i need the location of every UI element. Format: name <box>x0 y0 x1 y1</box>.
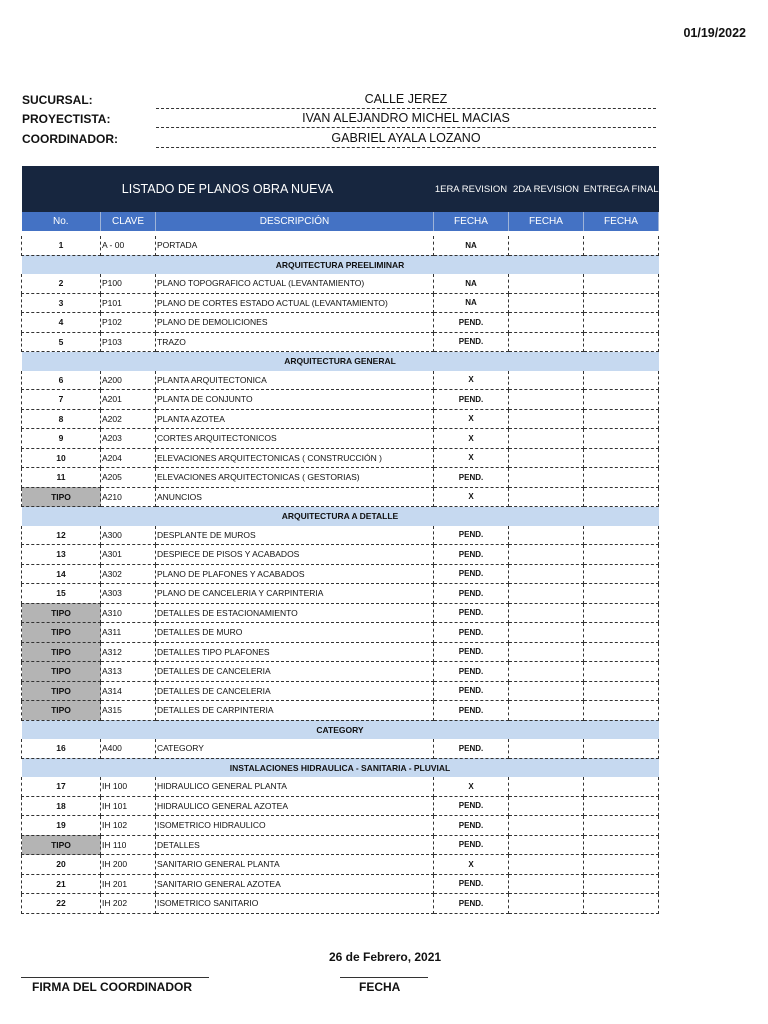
row-number: TIPO <box>22 701 101 721</box>
row-descripcion: TRAZO <box>156 332 434 352</box>
row-rev1-status: NA <box>434 274 509 293</box>
table-row <box>22 390 659 410</box>
row-number: TIPO <box>22 835 101 855</box>
table-row <box>22 623 659 643</box>
row-rev1-status: X <box>434 409 509 429</box>
table-row <box>22 855 659 875</box>
row-clave: IH 110 <box>101 835 156 855</box>
signature-label: FIRMA DEL COORDINADOR <box>32 980 192 994</box>
row-descripcion: PLANO DE PLAFONES Y ACABADOS <box>156 564 434 584</box>
row-final-status <box>584 332 659 352</box>
header-label: COORDINADOR: <box>22 132 118 146</box>
row-rev1-status: X <box>434 429 509 449</box>
row-clave: IH 100 <box>101 777 156 796</box>
row-final-status <box>584 662 659 682</box>
row-descripcion: DETALLES <box>156 835 434 855</box>
row-rev2-status <box>509 487 584 507</box>
row-rev2-status <box>509 623 584 643</box>
row-number: 3 <box>22 293 101 313</box>
header-proyectista <box>22 110 658 128</box>
row-rev1-status: PEND. <box>434 603 509 623</box>
section-row <box>22 507 659 526</box>
row-number: TIPO <box>22 681 101 701</box>
row-descripcion: DETALLES DE ESTACIONAMIENTO <box>156 603 434 623</box>
row-clave: IH 202 <box>101 894 156 914</box>
column-header-clave: CLAVE <box>101 212 156 231</box>
row-descripcion: ELEVACIONES ARQUITECTONICAS ( CONSTRUCCIÓN ) <box>156 448 434 468</box>
row-final-status <box>584 448 659 468</box>
row-descripcion: DESPIECE DE PISOS Y ACABADOS <box>156 545 434 565</box>
row-final-status <box>584 564 659 584</box>
table-row <box>22 739 659 758</box>
row-rev2-status <box>509 236 584 255</box>
table-row <box>22 816 659 836</box>
row-clave: A312 <box>101 642 156 662</box>
row-clave: A400 <box>101 739 156 758</box>
row-clave: IH 102 <box>101 816 156 836</box>
row-descripcion: PLANO TOPOGRAFICO ACTUAL (LEVANTAMIENTO) <box>156 274 434 293</box>
row-number: 5 <box>22 332 101 352</box>
column-header-descripcion: DESCRIPCIÓN <box>156 212 434 231</box>
row-descripcion: PLANO DE CORTES ESTADO ACTUAL (LEVANTAMIENTO) <box>156 293 434 313</box>
row-rev1-status: X <box>434 855 509 875</box>
row-final-status <box>584 739 659 758</box>
row-clave: A311 <box>101 623 156 643</box>
row-number: 7 <box>22 390 101 410</box>
fecha-label: FECHA <box>359 980 401 994</box>
row-rev1-status: X <box>434 777 509 796</box>
row-descripcion: CORTES ARQUITECTONICOS <box>156 429 434 449</box>
row-final-status <box>584 603 659 623</box>
header-sucursal <box>22 91 658 109</box>
row-number: 20 <box>22 855 101 875</box>
table-row <box>22 526 659 545</box>
row-descripcion: PLANTA AZOTEA <box>156 409 434 429</box>
section-title: CATEGORY <box>22 720 659 739</box>
row-rev2-status <box>509 777 584 796</box>
row-number: 16 <box>22 739 101 758</box>
header-value: CALLE JEREZ <box>156 92 656 109</box>
row-number: 11 <box>22 468 101 488</box>
table-row <box>22 332 659 352</box>
row-descripcion: DETALLES DE CANCELERIA <box>156 662 434 682</box>
row-rev1-status: PEND. <box>434 796 509 816</box>
row-rev2-status <box>509 526 584 545</box>
row-number: 1 <box>22 236 101 255</box>
column-header-rev2: 2DA REVISION <box>509 166 584 212</box>
row-clave: A315 <box>101 701 156 721</box>
row-clave: A300 <box>101 526 156 545</box>
row-final-status <box>584 371 659 390</box>
row-final-status <box>584 874 659 894</box>
row-rev2-status <box>509 816 584 836</box>
section-row <box>22 758 659 777</box>
section-row <box>22 352 659 371</box>
row-descripcion: CATEGORY <box>156 739 434 758</box>
row-descripcion: DETALLES DE CANCELERIA <box>156 681 434 701</box>
row-descripcion: HIDRAULICO GENERAL AZOTEA <box>156 796 434 816</box>
header-label: PROYECTISTA: <box>22 112 111 126</box>
row-rev2-status <box>509 874 584 894</box>
row-final-status <box>584 429 659 449</box>
row-clave: A210 <box>101 487 156 507</box>
column-header-rev1: 1ERA REVISION <box>434 166 509 212</box>
row-clave: A205 <box>101 468 156 488</box>
table-row <box>22 409 659 429</box>
row-final-status <box>584 796 659 816</box>
row-rev2-status <box>509 681 584 701</box>
table-row <box>22 796 659 816</box>
row-rev1-status: X <box>434 448 509 468</box>
table-row <box>22 545 659 565</box>
table-row <box>22 448 659 468</box>
header-value: GABRIEL AYALA LOZANO <box>156 131 656 148</box>
row-clave: P102 <box>101 313 156 333</box>
section-title: INSTALACIONES HIDRAULICA - SANITARIA - PLUVIAL <box>22 758 659 777</box>
row-final-status <box>584 274 659 293</box>
row-descripcion: PORTADA <box>156 236 434 255</box>
row-clave: IH 200 <box>101 855 156 875</box>
row-rev2-status <box>509 835 584 855</box>
row-final-status <box>584 293 659 313</box>
row-final-status <box>584 468 659 488</box>
row-final-status <box>584 835 659 855</box>
row-number: 9 <box>22 429 101 449</box>
row-final-status <box>584 487 659 507</box>
document-date: 01/19/2022 <box>683 26 746 40</box>
row-clave: A201 <box>101 390 156 410</box>
row-rev2-status <box>509 894 584 914</box>
row-clave: A302 <box>101 564 156 584</box>
table-title: LISTADO DE PLANOS OBRA NUEVA <box>22 166 434 212</box>
row-descripcion: SANITARIO GENERAL PLANTA <box>156 855 434 875</box>
plans-table-body <box>22 236 659 913</box>
section-title: ARQUITECTURA PREELIMINAR <box>22 255 659 274</box>
table-row <box>22 487 659 507</box>
row-descripcion: DESPLANTE DE MUROS <box>156 526 434 545</box>
row-descripcion: ISOMETRICO HIDRAULICO <box>156 816 434 836</box>
section-title: ARQUITECTURA A DETALLE <box>22 507 659 526</box>
row-final-status <box>584 236 659 255</box>
table-row <box>22 584 659 604</box>
row-final-status <box>584 777 659 796</box>
row-rev2-status <box>509 313 584 333</box>
row-final-status <box>584 681 659 701</box>
column-header-fecha: FECHA <box>509 212 584 231</box>
row-number: 17 <box>22 777 101 796</box>
row-number: 4 <box>22 313 101 333</box>
row-rev2-status <box>509 642 584 662</box>
row-rev1-status: PEND. <box>434 894 509 914</box>
row-rev2-status <box>509 796 584 816</box>
column-header-final: ENTREGA FINAL <box>584 166 659 212</box>
column-header-no: No. <box>22 212 101 231</box>
table-row <box>22 564 659 584</box>
row-number: 10 <box>22 448 101 468</box>
row-rev1-status: PEND. <box>434 623 509 643</box>
row-rev1-status: PEND. <box>434 390 509 410</box>
row-rev2-status <box>509 468 584 488</box>
row-clave: IH 101 <box>101 796 156 816</box>
row-rev2-status <box>509 409 584 429</box>
row-clave: P100 <box>101 274 156 293</box>
row-number: 18 <box>22 796 101 816</box>
plans-table <box>21 166 659 914</box>
table-row <box>22 835 659 855</box>
row-descripcion: PLANO DE DEMOLICIONES <box>156 313 434 333</box>
table-row <box>22 468 659 488</box>
row-final-status <box>584 855 659 875</box>
row-descripcion: SANITARIO GENERAL AZOTEA <box>156 874 434 894</box>
row-rev1-status: PEND. <box>434 642 509 662</box>
row-final-status <box>584 526 659 545</box>
table-row <box>22 313 659 333</box>
row-clave: A - 00 <box>101 236 156 255</box>
row-final-status <box>584 894 659 914</box>
row-descripcion: DETALLES TIPO PLAFONES <box>156 642 434 662</box>
row-rev2-status <box>509 371 584 390</box>
table-row <box>22 236 659 255</box>
row-rev2-status <box>509 545 584 565</box>
row-clave: P101 <box>101 293 156 313</box>
row-number: 19 <box>22 816 101 836</box>
footer-date: 26 de Febrero, 2021 <box>329 950 442 964</box>
table-row <box>22 642 659 662</box>
row-descripcion: DETALLES DE CARPINTERIA <box>156 701 434 721</box>
row-final-status <box>584 409 659 429</box>
row-clave: A314 <box>101 681 156 701</box>
row-rev1-status: PEND. <box>434 874 509 894</box>
row-rev2-status <box>509 584 584 604</box>
row-rev1-status: PEND. <box>434 564 509 584</box>
row-clave: A313 <box>101 662 156 682</box>
table-row <box>22 429 659 449</box>
row-final-status <box>584 390 659 410</box>
row-rev2-status <box>509 603 584 623</box>
row-number: 12 <box>22 526 101 545</box>
row-number: 22 <box>22 894 101 914</box>
table-row <box>22 681 659 701</box>
row-rev2-status <box>509 662 584 682</box>
header-coordinador <box>22 130 658 148</box>
row-rev1-status: PEND. <box>434 526 509 545</box>
row-number: 21 <box>22 874 101 894</box>
table-row <box>22 274 659 293</box>
row-final-status <box>584 584 659 604</box>
row-final-status <box>584 313 659 333</box>
row-number: 8 <box>22 409 101 429</box>
row-clave: A303 <box>101 584 156 604</box>
row-rev1-status: PEND. <box>434 468 509 488</box>
row-number: TIPO <box>22 642 101 662</box>
row-rev2-status <box>509 332 584 352</box>
row-rev1-status: PEND. <box>434 739 509 758</box>
row-rev1-status: PEND. <box>434 332 509 352</box>
row-descripcion: PLANO DE CANCELERIA Y CARPINTERIA <box>156 584 434 604</box>
row-descripcion: PLANTA ARQUITECTONICA <box>156 371 434 390</box>
row-rev1-status: PEND. <box>434 313 509 333</box>
row-number: TIPO <box>22 662 101 682</box>
row-rev1-status: PEND. <box>434 584 509 604</box>
row-number: 13 <box>22 545 101 565</box>
row-rev1-status: X <box>434 371 509 390</box>
row-rev2-status <box>509 739 584 758</box>
table-row <box>22 371 659 390</box>
row-number: 6 <box>22 371 101 390</box>
row-rev1-status: NA <box>434 293 509 313</box>
table-row <box>22 293 659 313</box>
row-rev2-status <box>509 448 584 468</box>
section-row <box>22 255 659 274</box>
row-number: TIPO <box>22 603 101 623</box>
row-rev1-status: X <box>434 487 509 507</box>
row-rev2-status <box>509 274 584 293</box>
table-row <box>22 701 659 721</box>
row-rev1-status: PEND. <box>434 835 509 855</box>
row-descripcion: ANUNCIOS <box>156 487 434 507</box>
row-number: TIPO <box>22 487 101 507</box>
row-final-status <box>584 623 659 643</box>
row-rev1-status: PEND. <box>434 662 509 682</box>
row-number: 2 <box>22 274 101 293</box>
row-clave: P103 <box>101 332 156 352</box>
row-clave: A310 <box>101 603 156 623</box>
row-number: TIPO <box>22 623 101 643</box>
table-row <box>22 777 659 796</box>
row-descripcion: PLANTA DE CONJUNTO <box>156 390 434 410</box>
row-rev2-status <box>509 855 584 875</box>
row-descripcion: ELEVACIONES ARQUITECTONICAS ( GESTORIAS) <box>156 468 434 488</box>
row-descripcion: HIDRAULICO GENERAL PLANTA <box>156 777 434 796</box>
row-clave: IH 201 <box>101 874 156 894</box>
column-header-fecha: FECHA <box>434 212 509 231</box>
row-rev1-status: PEND. <box>434 545 509 565</box>
header-label: SUCURSAL: <box>22 93 93 107</box>
row-rev2-status <box>509 390 584 410</box>
row-clave: A204 <box>101 448 156 468</box>
row-clave: A202 <box>101 409 156 429</box>
table-row <box>22 662 659 682</box>
row-number: 15 <box>22 584 101 604</box>
row-clave: A301 <box>101 545 156 565</box>
section-title: ARQUITECTURA GENERAL <box>22 352 659 371</box>
row-rev2-status <box>509 564 584 584</box>
row-final-status <box>584 642 659 662</box>
row-rev2-status <box>509 429 584 449</box>
date-line <box>340 977 428 978</box>
row-rev1-status: PEND. <box>434 816 509 836</box>
row-rev2-status <box>509 293 584 313</box>
row-final-status <box>584 816 659 836</box>
row-number: 14 <box>22 564 101 584</box>
row-clave: A200 <box>101 371 156 390</box>
row-descripcion: ISOMETRICO SANITARIO <box>156 894 434 914</box>
row-clave: A203 <box>101 429 156 449</box>
row-rev2-status <box>509 701 584 721</box>
row-descripcion: DETALLES DE MURO <box>156 623 434 643</box>
row-final-status <box>584 701 659 721</box>
section-row <box>22 720 659 739</box>
table-row <box>22 894 659 914</box>
row-final-status <box>584 545 659 565</box>
header-value: IVAN ALEJANDRO MICHEL MACIAS <box>156 111 656 128</box>
row-rev1-status: NA <box>434 236 509 255</box>
table-row <box>22 603 659 623</box>
row-rev1-status: PEND. <box>434 701 509 721</box>
table-row <box>22 874 659 894</box>
signature-line <box>21 977 209 978</box>
row-rev1-status: PEND. <box>434 681 509 701</box>
column-header-fecha: FECHA <box>584 212 659 231</box>
